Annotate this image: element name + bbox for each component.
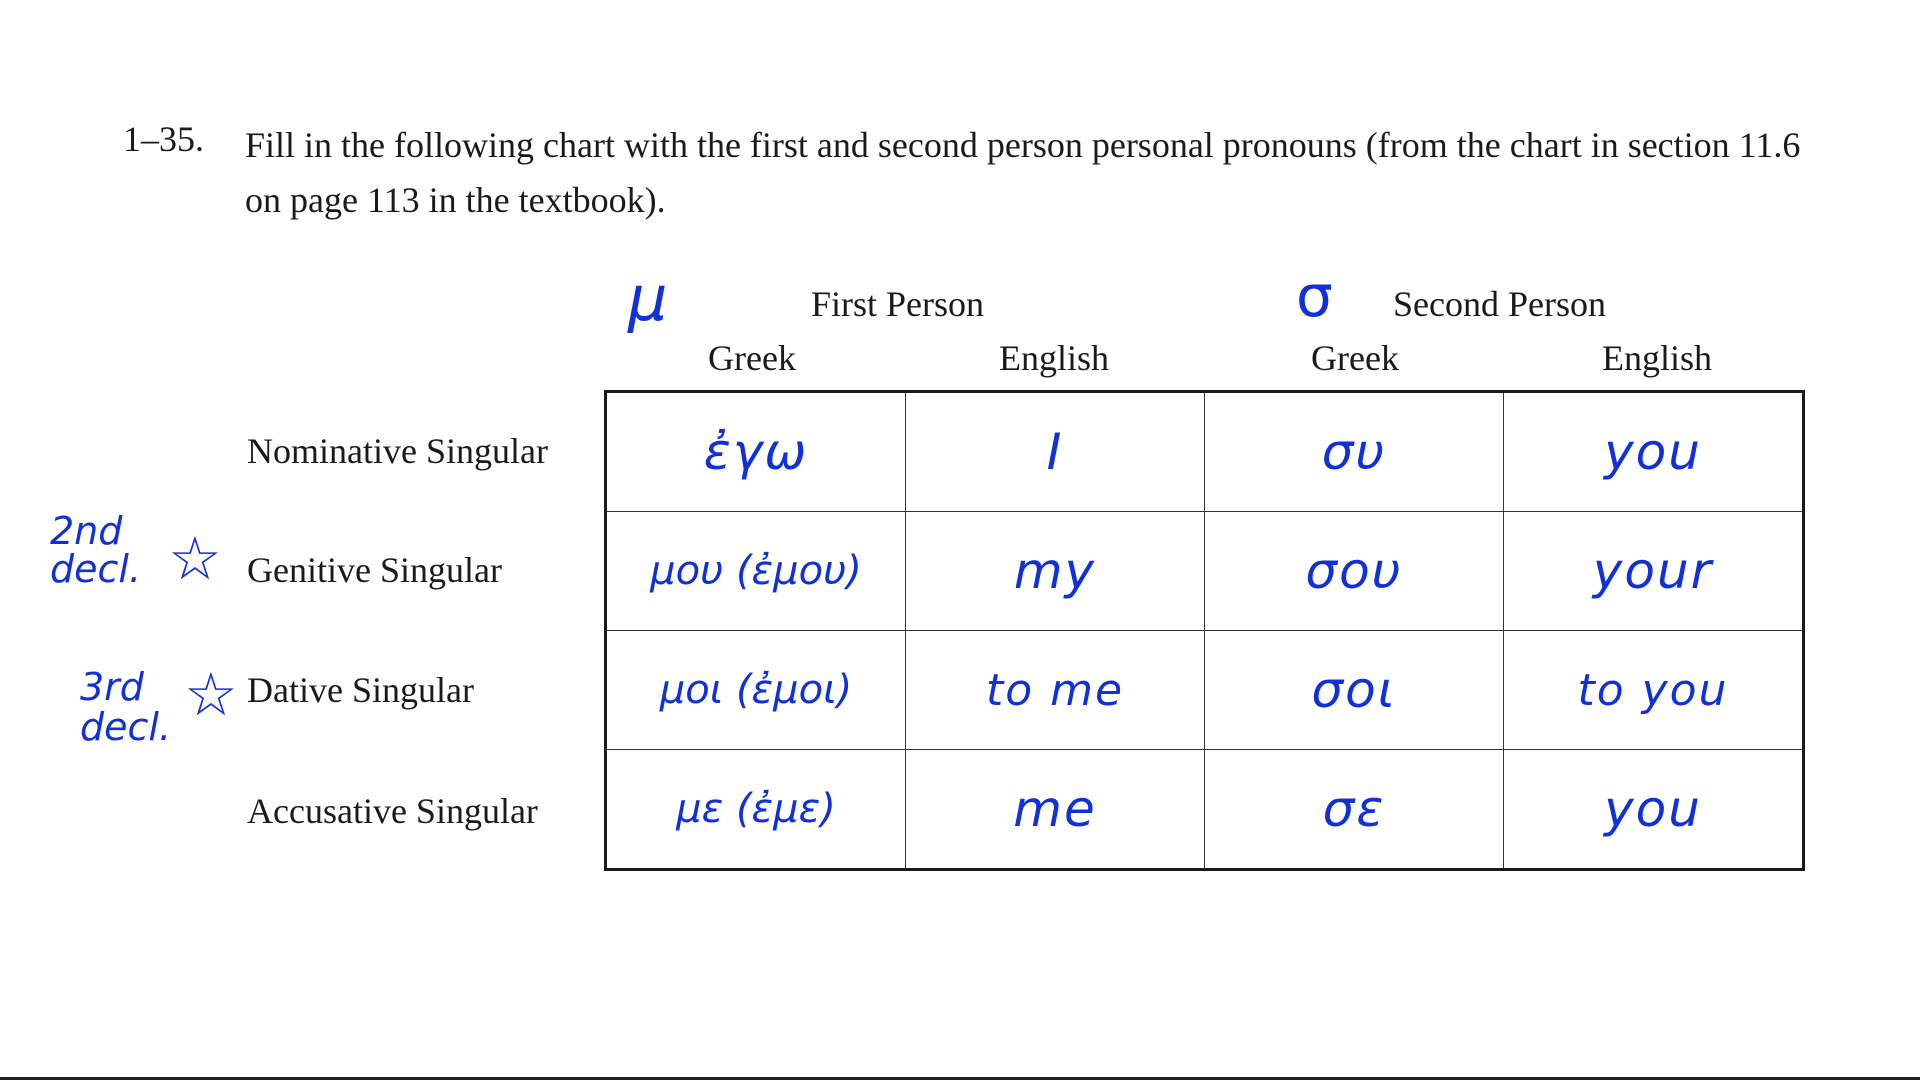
cell-genitive-english-1[interactable]: my [906, 512, 1205, 631]
column-header-greek-1: Greek [708, 338, 796, 378]
column-header-greek-2: Greek [1311, 338, 1399, 378]
cell-dative-english-1[interactable]: to me [906, 631, 1205, 750]
cell-nominative-english-1[interactable]: I [906, 392, 1205, 512]
row-label-dative: Dative Singular [247, 670, 474, 710]
dative-decl-note: 3rd decl. [80, 665, 172, 749]
cell-genitive-greek-2[interactable]: σου [1205, 512, 1504, 631]
cell-nominative-greek-1[interactable]: ἐγω [606, 392, 906, 512]
cell-accusative-english-2[interactable]: you [1504, 750, 1804, 870]
sigma-annotation: σ [1296, 262, 1333, 330]
cell-genitive-english-2[interactable]: your [1504, 512, 1804, 631]
table-row [606, 392, 1804, 512]
cell-accusative-greek-2[interactable]: σε [1205, 750, 1504, 870]
table-row [606, 750, 1804, 870]
cell-nominative-english-2[interactable]: you [1504, 392, 1804, 512]
second-person-header: Second Person [1393, 284, 1606, 324]
mu-annotation: μ [628, 262, 668, 335]
row-label-nominative: Nominative Singular [247, 431, 548, 471]
pronoun-chart [604, 390, 1805, 871]
star-icon: ☆ [184, 660, 238, 730]
table-row [606, 512, 1804, 631]
cell-dative-english-2[interactable]: to you [1504, 631, 1804, 750]
genitive-decl-note: 2nd decl. [50, 509, 142, 591]
exercise-number: 1–35. [123, 119, 204, 159]
row-label-accusative: Accusative Singular [247, 791, 538, 831]
cell-dative-greek-1[interactable]: μοι (ἐμοι) [606, 631, 906, 750]
row-label-genitive: Genitive Singular [247, 550, 502, 590]
cell-accusative-greek-1[interactable]: με (ἐμε) [606, 750, 906, 870]
table-row [606, 631, 1804, 750]
cell-nominative-greek-2[interactable]: συ [1205, 392, 1504, 512]
column-header-english-2: English [1602, 338, 1713, 378]
column-header-english-1: English [999, 338, 1110, 378]
star-icon: ☆ [168, 524, 222, 594]
cell-genitive-greek-1[interactable]: μου (ἐμου) [606, 512, 906, 631]
cell-dative-greek-2[interactable]: σοι [1205, 631, 1504, 750]
first-person-header: First Person [811, 284, 985, 324]
exercise-instruction: Fill in the following chart with the first and second person personal pronouns (from the chart in section 11.6 on page 113 in the textbook). [245, 125, 1801, 220]
cell-accusative-english-1[interactable]: me [906, 750, 1205, 870]
